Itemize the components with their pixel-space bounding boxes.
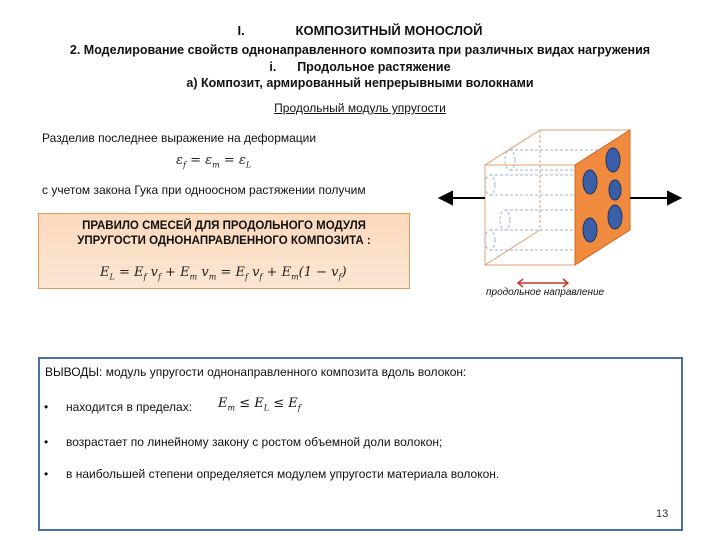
strain-equality-formula: $\varepsilon_f = \varepsilon_m = \varepsilon_L$	[176, 153, 252, 170]
heading-line-4: а) Композит, армированный непрерывными волокнами	[186, 76, 534, 90]
heading-line-2: 2. Моделирование свойств однонаправленного композита при различных видах нагружения	[69, 43, 651, 57]
fiber-end	[608, 205, 622, 229]
fiber-end	[609, 180, 621, 200]
text-hookes-law: с учетом закона Гука при одноосном растяжении получим	[42, 183, 366, 197]
conclusion-item-3: в наибольшей степени определяется модулем упругости материала волокон.	[66, 467, 500, 481]
orange-face	[575, 130, 630, 265]
fiber-end	[583, 170, 597, 194]
longitudinal-direction-label: продольное направление	[486, 287, 605, 298]
section-heading	[0, 23, 720, 38]
composite-cube-figure	[430, 120, 710, 300]
bullet: •	[44, 467, 49, 481]
bullet: •	[44, 435, 49, 449]
heading-line-3: i. Продольное растяжение	[269, 60, 451, 74]
bullet: •	[44, 400, 49, 414]
page-number: 13	[656, 508, 669, 520]
fiber-end	[583, 218, 597, 242]
modulus-range-formula: $E_m \le E_L \le E_f$	[218, 396, 301, 413]
section-title: КОМПОЗИТНЫЙ МОНОСЛОЙ	[295, 23, 483, 38]
longitudinal-direction-arrow	[518, 279, 568, 287]
fiber-end	[606, 148, 620, 172]
conclusion-item-2: возрастает по линейному закону с ростом объемной доли волокон;	[66, 435, 443, 449]
rule-of-mixtures-title: ПРАВИЛО СМЕСЕЙ ДЛЯ ПРОДОЛЬНОГО МОДУЛЯ УПРУГОСТИ ОДНОНАПРАВЛЕННОГО КОМПОЗИТА :	[77, 220, 371, 247]
section-number: I.	[237, 23, 245, 38]
conclusion-item-1: находится в пределах:	[66, 400, 193, 414]
tension-arrows	[440, 192, 680, 204]
subtitle-longitudinal-modulus: Продольный модуль упругости	[274, 101, 446, 115]
rule-of-mixtures-formula: $E_L = E_f$ $v_f + E_m$ $v_m = E_f$ $v_f + E_m(1 - v_f)$	[100, 265, 347, 282]
text-divide-by-strain: Разделив последнее выражение на деформации	[42, 131, 317, 145]
conclusions-title: ВЫВОДЫ: модуль упругости однонаправленного композита вдоль волокон:	[45, 365, 467, 379]
